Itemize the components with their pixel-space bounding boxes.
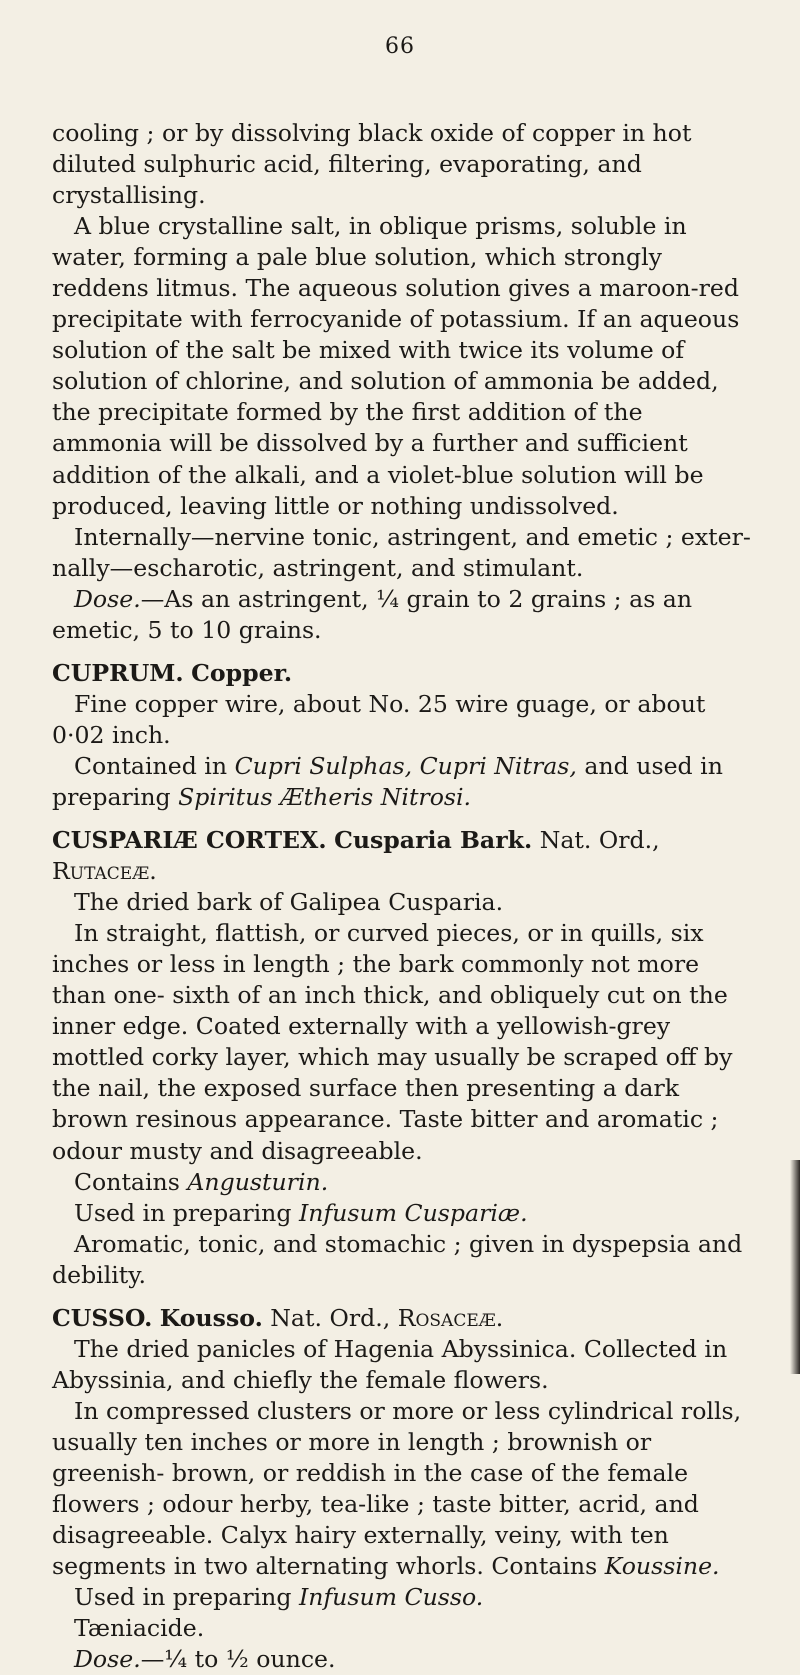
paragraph bbox=[52, 1396, 757, 1582]
paragraph bbox=[52, 918, 757, 1166]
paragraph bbox=[52, 211, 757, 521]
italic-term: Infusum Cusso. bbox=[298, 1583, 484, 1612]
text-run: Contains bbox=[74, 1167, 188, 1196]
paragraph bbox=[52, 887, 757, 918]
paragraph bbox=[52, 751, 757, 813]
paragraph bbox=[52, 584, 757, 646]
text-run: Used in preparing bbox=[74, 1583, 299, 1612]
paragraph bbox=[52, 689, 757, 751]
text-run bbox=[152, 1304, 160, 1332]
italic-term: Angusturin. bbox=[187, 1167, 329, 1196]
order-name: Rutaceæ. bbox=[52, 857, 157, 886]
paragraph bbox=[52, 825, 757, 887]
text-run: cooling ; or by dissolving black oxide of copper in hot diluted sulphuric acid, filtering, evaporating, and crystallising. bbox=[52, 119, 692, 210]
text-run: Tæniacide. bbox=[74, 1614, 205, 1643]
paragraph bbox=[52, 1613, 757, 1644]
text-run: A blue crystalline salt, in oblique prisms, soluble in water, forming a pale blue solution, which strongly reddens litmus. The aqueous solution gives a maroon-red precipitate with ferrocyanide of potassium. If an aqueous solution of the salt be mixed with twice its volume of solution of chlorine, and solution of ammonia be added, the precipitate formed by the first addition of the ammonia will be dissolved by a further and sufficient addition of the alkali, and a violet-blue solution will be produced, leaving little or nothing undissolved. bbox=[52, 212, 740, 520]
paragraph bbox=[52, 1644, 757, 1675]
entry-heading: CUSPARIÆ CORTEX. bbox=[52, 826, 327, 855]
entry-heading: CUPRUM. bbox=[52, 658, 184, 687]
paragraph bbox=[52, 1167, 757, 1198]
entry-heading: Cusparia Bark. bbox=[334, 826, 533, 855]
text-run: The dried bark of Galipea Cusparia. bbox=[74, 888, 504, 917]
paragraph bbox=[52, 1334, 757, 1396]
text-run: —As an astringent, ¼ grain to 2 grains ; as an emetic, 5 to 10 grains. bbox=[52, 584, 693, 644]
text-run: Fine copper wire, about No. 25 wire guage, or about 0·02 inch. bbox=[52, 689, 706, 749]
text-run: Used in preparing bbox=[74, 1198, 299, 1227]
text-run: —¼ to ½ ounce. bbox=[140, 1645, 336, 1674]
italic-term: Koussine. bbox=[604, 1552, 720, 1581]
entry-heading: Copper. bbox=[191, 658, 293, 687]
paragraph bbox=[52, 658, 757, 689]
text-run: Contained in bbox=[74, 751, 235, 780]
text-run: In straight, flattish, or curved pieces, or in quills, six inches or less in length ; the bark commonly not more than one- sixth of an inch thick, and obliquely cut on the inner edge. Coated externally with a yellowish-grey mottled corky layer, which may usually be scraped off by the nail, the exposed surface then presenting a dark brown resinous appearance. Taste bitter and aromatic ; odour musty and disagreeable. bbox=[52, 919, 733, 1165]
text-run: Aromatic, tonic, and stomachic ; given in dyspepsia and debility. bbox=[52, 1229, 743, 1289]
page-number: 66 bbox=[385, 34, 415, 59]
paragraph bbox=[52, 1229, 757, 1291]
text-run: Nat. Ord., bbox=[532, 826, 660, 855]
text-run: Nat. Ord., bbox=[262, 1303, 398, 1332]
paragraph bbox=[52, 118, 757, 211]
text-run: In compressed clusters or more or less cylindrical rolls, usually ten inches or more in length ; brownish or greenish- brown, or reddish in the case of the female flowers ; odour herby, tea-like ; taste bitter, acrid, and disagreeable. Calyx hairy externally, veiny, with ten segments in two alternating whorls. Contains bbox=[52, 1396, 742, 1581]
italic-term: Infusum Cuspariæ. bbox=[298, 1198, 528, 1227]
italic-term: Spiritus Ætheris Nitrosi. bbox=[178, 782, 472, 811]
text-run: and used in preparing bbox=[52, 751, 723, 811]
page-edge-shadow bbox=[790, 1160, 800, 1374]
entry-heading: Kousso. bbox=[159, 1303, 263, 1332]
order-name: Rosaceæ. bbox=[397, 1303, 504, 1332]
entry-heading: CUSSO. bbox=[52, 1303, 153, 1332]
paragraph bbox=[52, 522, 757, 584]
paragraph bbox=[52, 1198, 757, 1229]
text-run bbox=[184, 659, 192, 687]
text-run: The dried panicles of Hagenia Abyssinica. Collected in Abyssinia, and chiefly the female flowers. bbox=[52, 1334, 728, 1394]
italic-term: Cupri Sulphas, Cupri Nitras, bbox=[234, 751, 577, 780]
italic-term: Dose. bbox=[74, 584, 141, 613]
italic-term: Dose. bbox=[74, 1645, 141, 1674]
text-run: Internally—nervine tonic, astringent, and emetic ; exter- nally—escharotic, astringent, and stimulant. bbox=[52, 522, 751, 582]
text-run bbox=[327, 826, 335, 854]
paragraph bbox=[52, 1582, 757, 1613]
paragraph bbox=[52, 1303, 757, 1334]
page-body-text bbox=[52, 118, 757, 1675]
